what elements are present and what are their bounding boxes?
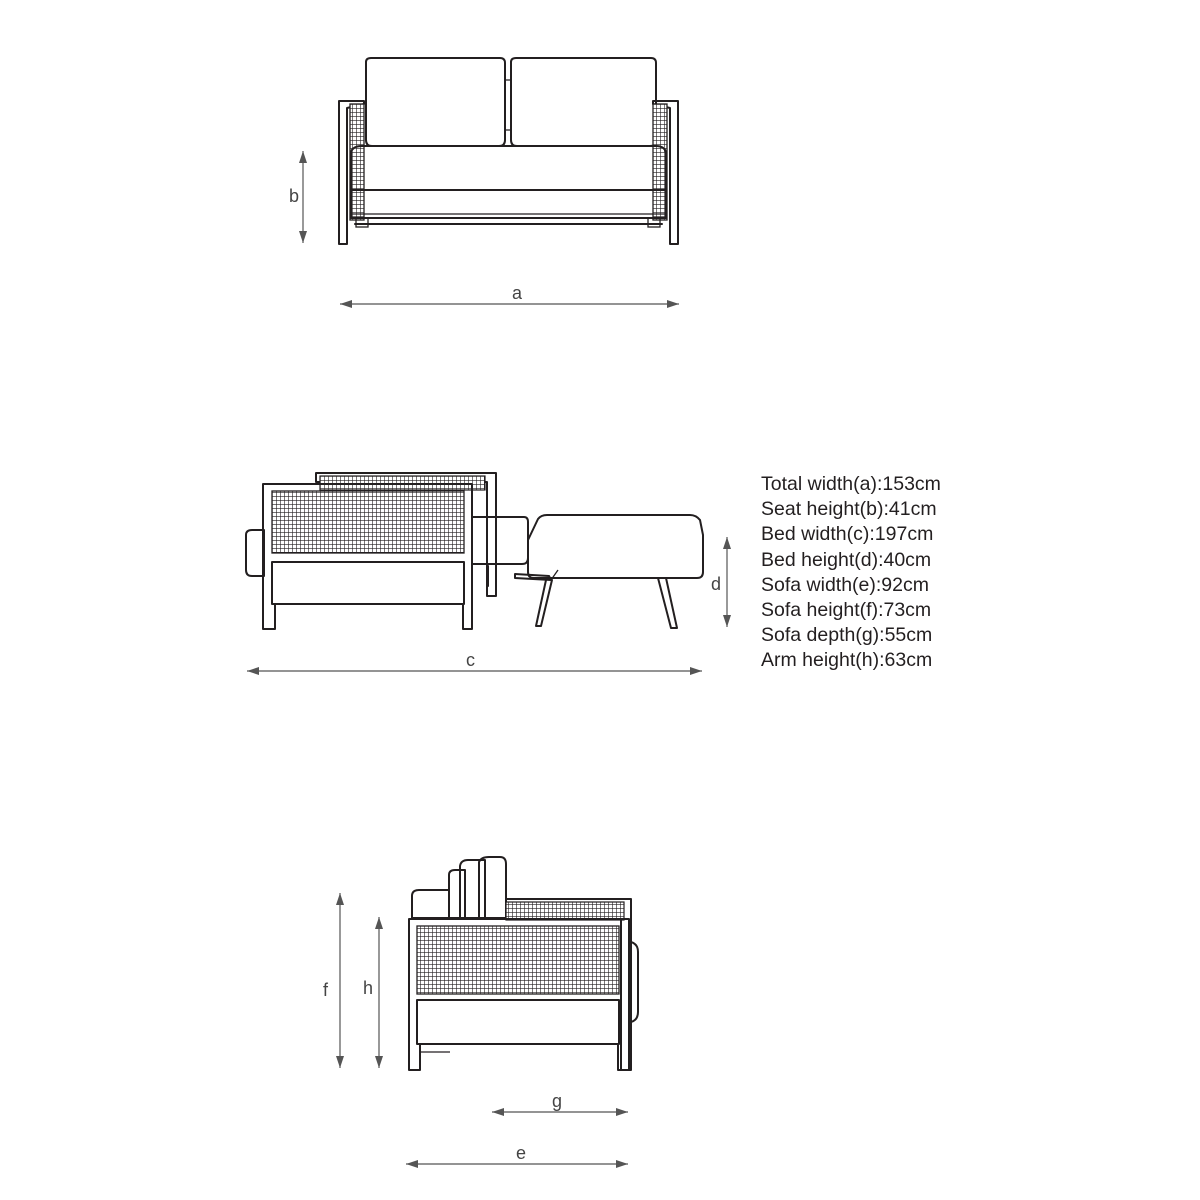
label-g: g bbox=[552, 1091, 563, 1111]
spec-arm-height: Arm height(h):63cm bbox=[761, 649, 933, 672]
spec-seat-height: Seat height(b):41cm bbox=[761, 498, 937, 521]
spec-bed-height: Bed height(d):40cm bbox=[761, 548, 932, 571]
spec-bed-width: Bed width(c):197cm bbox=[761, 523, 934, 546]
label-e: e bbox=[516, 1143, 527, 1163]
label-b: b bbox=[289, 186, 300, 206]
spec-total-width: Total width(a):153cm bbox=[761, 473, 941, 495]
sofa-side-view bbox=[409, 857, 638, 1070]
label-h: h bbox=[363, 978, 374, 998]
dimension-spec-list bbox=[761, 472, 941, 674]
spec-sofa-depth: Sofa depth(g):55cm bbox=[761, 624, 933, 647]
spec-sofa-height: Sofa height(f):73cm bbox=[761, 599, 932, 622]
label-d: d bbox=[711, 574, 722, 594]
label-f: f bbox=[323, 980, 329, 1000]
label-c: c bbox=[466, 650, 475, 670]
spec-sofa-width: Sofa width(e):92cm bbox=[761, 573, 929, 596]
sofa-front-view bbox=[339, 58, 678, 244]
label-a: a bbox=[512, 283, 523, 303]
sofa-bed-open-side-view bbox=[246, 473, 703, 629]
